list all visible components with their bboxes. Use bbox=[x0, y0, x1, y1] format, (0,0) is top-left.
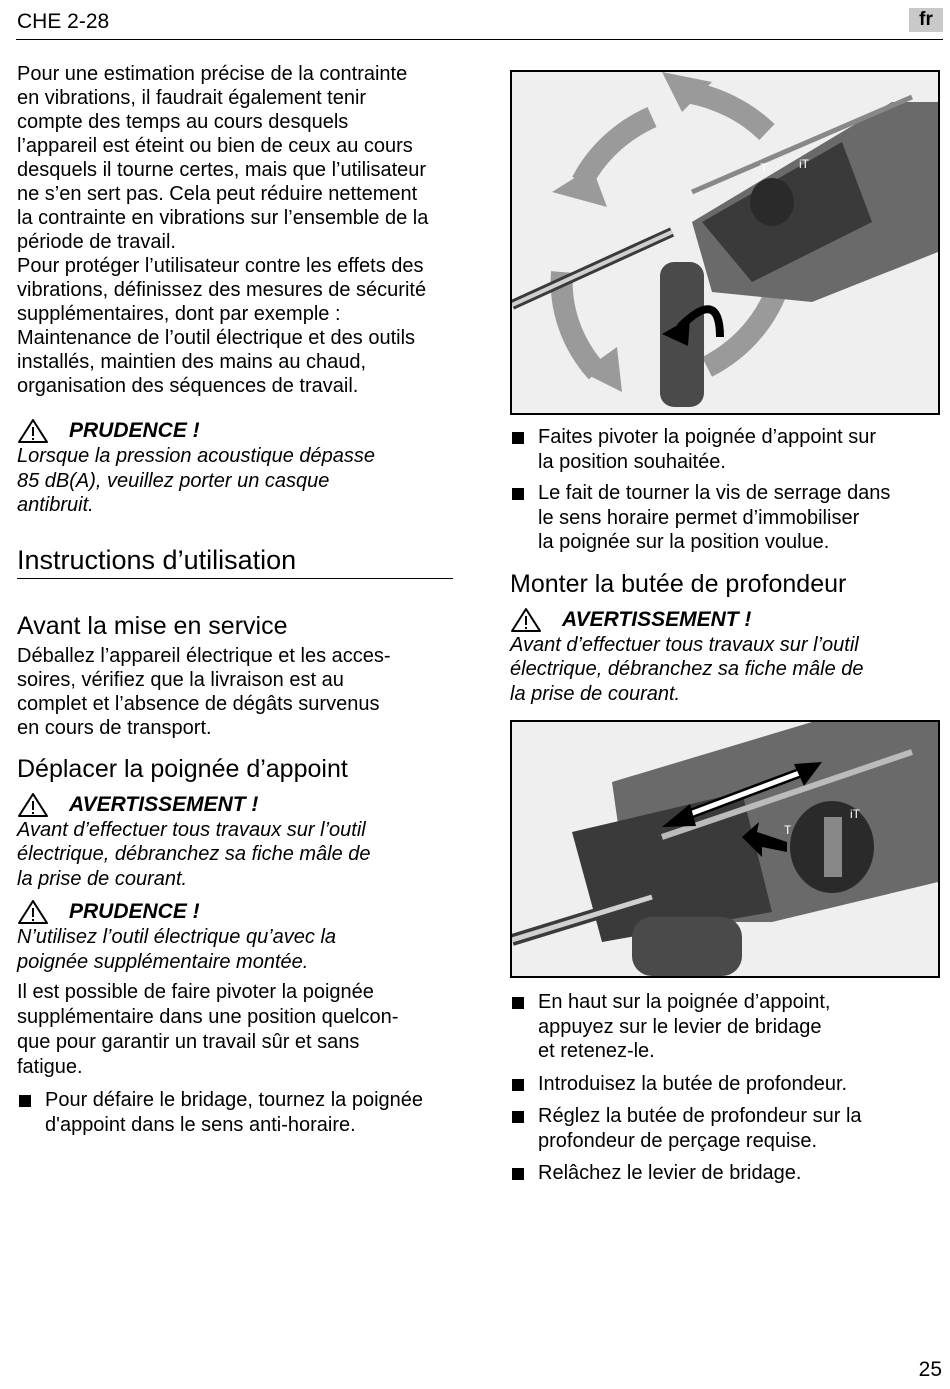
caution-title: PRUDENCE ! bbox=[69, 419, 200, 442]
handle-rotation-figure bbox=[510, 70, 940, 415]
model-name: CHE 2-28 bbox=[17, 10, 110, 33]
mode-drill-label: iT bbox=[850, 807, 860, 821]
vibration-estimate-paragraph: Pour une estimation précise de la contrainte en vibrations, il faudrait également tenir compte des temps au cours desquels l’appareil est éteint ou bien de ceux au cours desquels il tourne certes, mais que l’utilisateur ne s’en sert pas. Cela peut réduire nettement la contrainte en vibrations sur l’ensemble de la période de travail. bbox=[17, 63, 429, 253]
depth-stop-illustration bbox=[512, 722, 938, 976]
language-badge: fr bbox=[909, 8, 943, 32]
warning-triangle-icon bbox=[510, 607, 542, 633]
warning-triangle-icon bbox=[17, 418, 49, 444]
move-handle-title: Déplacer la poignée d’appoint bbox=[17, 754, 348, 783]
list-item: Relâchez le levier de bridage. bbox=[510, 1161, 940, 1186]
warning-heading bbox=[510, 607, 940, 633]
list-item: En haut sur la poignée d’appoint, appuyez sur le levier de bridage et retenez-le. bbox=[510, 990, 940, 1064]
drill-rotation-illustration bbox=[512, 72, 938, 413]
warning-text: Avant d’effectuer tous travaux sur l’outil électrique, débranchez sa fiche mâle de la prise de courant. bbox=[510, 633, 864, 705]
rotate-handle-paragraph: Il est possible de faire pivoter la poignée supplémentaire dans une position quelcon- que pour garantir un travail sûr et sans fatigue. bbox=[17, 981, 399, 1078]
release-clamp-list bbox=[17, 1088, 453, 1137]
warning-heading bbox=[17, 792, 453, 818]
left-column bbox=[17, 62, 453, 1137]
mode-hammer-label: T bbox=[760, 161, 768, 175]
mode-hammer-label: T bbox=[784, 823, 792, 837]
mode-drill-label: iT bbox=[799, 157, 809, 171]
caution-heading bbox=[17, 899, 453, 925]
warning-title: AVERTISSEMENT ! bbox=[562, 607, 752, 631]
caution-heading bbox=[17, 418, 453, 444]
warning-title: AVERTISSEMENT ! bbox=[69, 792, 259, 816]
before-use-title: Avant la mise en service bbox=[17, 611, 288, 640]
before-use-paragraph: Déballez l’appareil électrique et les acces- soires, vérifiez que la livraison est au complet et l’absence de dégâts survenus en cours de transport. bbox=[17, 644, 391, 739]
page-number: 25 bbox=[918, 1358, 942, 1381]
vibration-protection-paragraph: Pour protéger l’utilisateur contre les effets des vibrations, définissez des mesures de sécurité supplémentaires, dont par exemple : Maintenance de l’outil électrique et des outils installés, maintien des mains au chaud, organisation des séquences de travail. bbox=[17, 255, 427, 397]
list-item: Faites pivoter la poignée d’appoint sur la position souhaitée. bbox=[510, 425, 940, 474]
right-column bbox=[510, 70, 940, 1186]
list-item: Le fait de tourner la vis de serrage dans le sens horaire permet d’immobiliser la poignée sur la position voulue. bbox=[510, 481, 940, 555]
depth-stop-steps bbox=[510, 990, 940, 1186]
section-title: Instructions d’utilisation bbox=[17, 545, 453, 579]
list-item: Réglez la butée de profondeur sur la profondeur de perçage requise. bbox=[510, 1104, 940, 1153]
depth-stop-figure bbox=[510, 720, 940, 978]
rotate-handle-list bbox=[510, 425, 940, 555]
warning-triangle-icon bbox=[17, 899, 49, 925]
warning-triangle-icon bbox=[17, 792, 49, 818]
page-header bbox=[16, 8, 943, 40]
caution-text: N’utilisez l’outil électrique qu’avec la poignée supplémentaire montée. bbox=[17, 926, 337, 973]
list-item: Pour défaire le bridage, tournez la poignée d'appoint dans le sens anti-horaire. bbox=[17, 1088, 453, 1137]
caution-title: PRUDENCE ! bbox=[69, 900, 200, 923]
depth-stop-title: Monter la butée de profondeur bbox=[510, 569, 847, 598]
list-item: Introduisez la butée de profondeur. bbox=[510, 1072, 940, 1097]
warning-text: Avant d’effectuer tous travaux sur l’outil électrique, débranchez sa fiche mâle de la prise de courant. bbox=[17, 818, 371, 890]
caution-text: Lorsque la pression acoustique dépasse 85 dB(A), veuillez porter un casque antibruit. bbox=[17, 445, 376, 516]
